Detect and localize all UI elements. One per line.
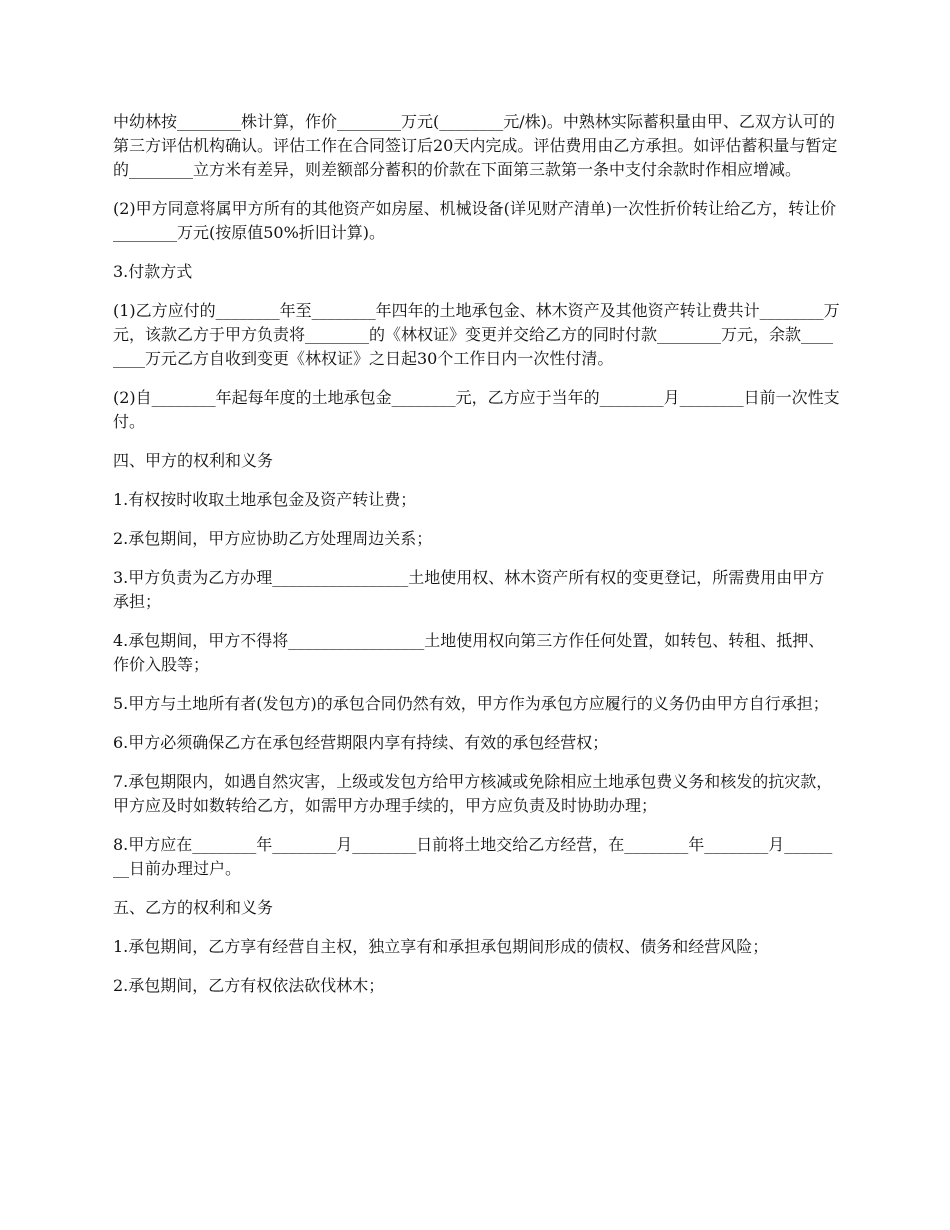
document-body: [113, 110, 840, 1013]
clause-a-2: 2.承包期间，甲方应协助乙方处理周边关系；: [113, 529, 433, 548]
paragraph-other-assets-transfer: (2)甲方同意将属甲方所有的其他资产如房屋、机械设备(详见财产清单)一次性折价转让给乙方，转让价________万元(按原值50%折旧计算)。: [113, 199, 837, 242]
clause-a-4: 4.承包期间，甲方不得将_________________土地使用权向第三方作任何处置，如转包、转租、抵押、作价入股等；: [113, 631, 825, 674]
clause-a-5: 5.甲方与土地所有者(发包方)的承包合同仍然有效，甲方作为承包方应履行的义务仍由甲方自行承担；: [113, 694, 829, 713]
clause-b-1: 1.承包期间，乙方享有经营自主权，独立享有和承担承包期间形成的债权、债务和经营风险；: [113, 937, 769, 956]
paragraph-payment-2: (2)自________年起每年度的土地承包金________元，乙方应于当年的________月________日前一次性支付。: [113, 388, 840, 431]
section-heading-payment-method: 3.付款方式: [113, 262, 193, 281]
clause-a-1: 1.有权按时收取土地承包金及资产转让费；: [113, 490, 417, 509]
clause-a-3: 3.甲方负责为乙方办理_________________土地使用权、林木资产所有权的变更登记，所需费用由甲方承担；: [113, 568, 825, 611]
section-heading-party-b: 五、乙方的权利和义务: [113, 898, 274, 917]
clause-a-8: 8.甲方应在________年________月________日前将土地交给乙方经营，在________年________月________日前办理过户。: [113, 835, 833, 878]
clause-a-6: 6.甲方必须确保乙方在承包经营期限内享有持续、有效的承包经营权；: [113, 733, 609, 752]
section-heading-party-a: 四、甲方的权利和义务: [113, 451, 274, 470]
clause-b-2: 2.承包期间，乙方有权依法砍伐林木；: [113, 976, 385, 995]
clause-a-7: 7.承包期限内，如遇自然灾害，上级或发包方给甲方核减或免除相应土地承包费义务和核发的抗灾款，甲方应及时如数转给乙方，如需甲方办理手续的，甲方应负责及时协助办理；: [113, 772, 833, 815]
paragraph-payment-1: (1)乙方应付的________年至________年四年的土地承包金、林木资产及其他资产转让费共计________万元，该款乙方于甲方负责将________的《林权证》变更并交给乙方的同时付款________万元，余款________万元乙方自收到变更《林权证》之日起30个工作日内一次性付清。: [113, 301, 840, 368]
paragraph-forest-valuation: 中幼林按________株计算，作价________万元(________元/株)。中熟林实际蓄积量由甲、乙双方认可的第三方评估机构确认。评估工作在合同签订后20天内完成。评估费用由乙方承担。如评估蓄积量与暂定的________立方米有差异，则差额部分蓄积的价款在下面第三款第一条中支付余款时作相应增减。: [113, 112, 838, 179]
